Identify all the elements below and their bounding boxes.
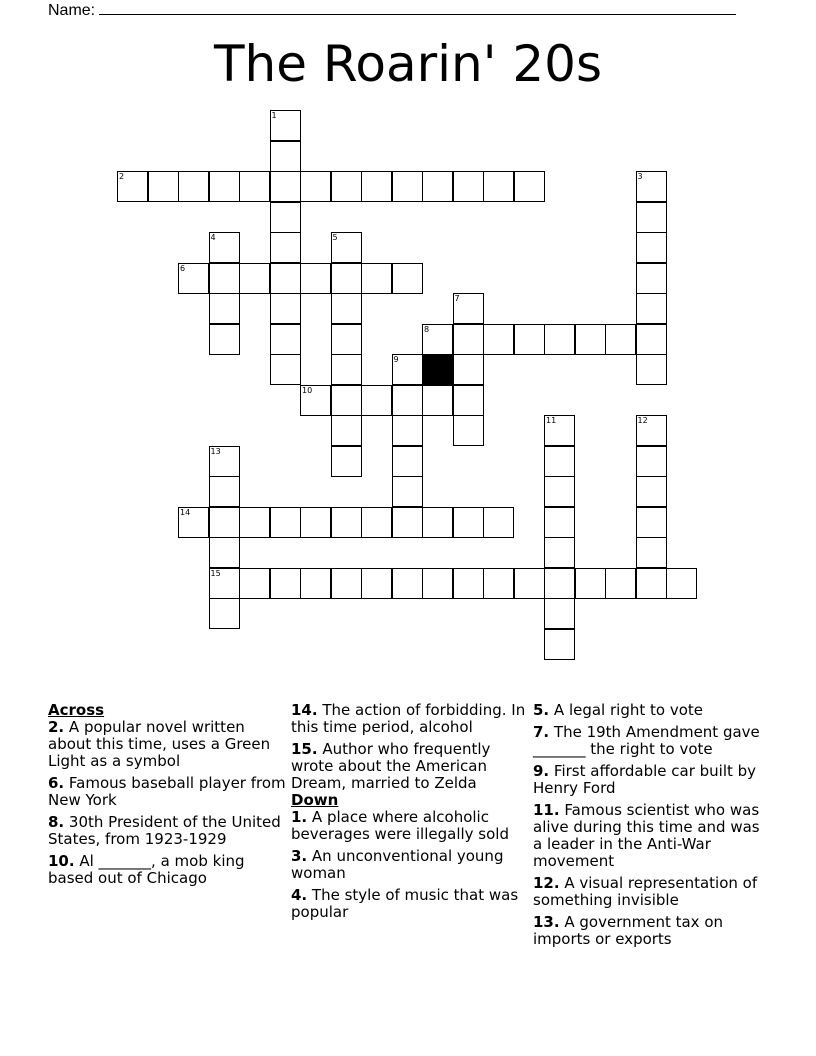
grid-cell[interactable] — [209, 324, 240, 355]
grid-cell[interactable] — [270, 324, 301, 355]
grid-cell[interactable] — [361, 507, 392, 538]
grid-cell[interactable] — [544, 629, 575, 660]
clue-number-label: 3 — [637, 172, 643, 181]
grid-cell[interactable] — [483, 507, 514, 538]
clue-across-8 — [48, 814, 286, 848]
clue-text: The 19th Amendment gave _______ the right to vote — [533, 723, 760, 758]
grid-cell[interactable] — [209, 568, 240, 599]
clue-text: Al _______, a mob king based out of Chicago — [48, 852, 245, 887]
clue-number: 15. — [291, 740, 318, 758]
grid-cell[interactable] — [209, 598, 240, 629]
clue-number: 8. — [48, 813, 65, 831]
grid-cell[interactable] — [605, 324, 636, 355]
grid-cell[interactable] — [392, 354, 423, 385]
grid-cell[interactable] — [270, 171, 301, 202]
clue-text: 30th President of the United States, from 1923-1929 — [48, 813, 281, 848]
grid-cell[interactable] — [636, 476, 667, 507]
grid-cell[interactable] — [575, 324, 606, 355]
grid-cell[interactable] — [209, 171, 240, 202]
grid-cell[interactable] — [422, 568, 453, 599]
grid-cell[interactable] — [514, 324, 545, 355]
grid-cell[interactable] — [636, 415, 667, 446]
clue-number-label: 14 — [180, 507, 191, 517]
grid-cell[interactable] — [636, 354, 667, 385]
grid-cell[interactable] — [422, 507, 453, 538]
grid-cell[interactable] — [209, 537, 240, 568]
black-cell — [422, 354, 453, 385]
clue-text: Author who frequently wrote about the American Dream, married to Zelda — [291, 740, 491, 792]
grid-cell[interactable] — [422, 171, 453, 202]
clue-number-label: 1 — [271, 111, 277, 120]
clue-text: An unconventional young woman — [291, 847, 504, 882]
clue-down-5 — [533, 702, 773, 719]
page-title: The Roarin' 20s — [213, 35, 603, 93]
grid-cell[interactable] — [544, 476, 575, 507]
grid-cell[interactable] — [636, 293, 667, 324]
grid-cell[interactable] — [209, 446, 240, 477]
grid-cell[interactable] — [483, 171, 514, 202]
grid-cell[interactable] — [392, 568, 423, 599]
clue-column-2 — [291, 702, 526, 926]
grid-cell[interactable] — [453, 324, 484, 355]
grid-cell[interactable] — [361, 263, 392, 294]
grid-cell[interactable] — [239, 568, 270, 599]
grid-cell[interactable] — [392, 415, 423, 446]
clue-number-label: 13 — [210, 446, 221, 456]
grid-cell[interactable] — [270, 110, 301, 141]
clue-number-label: 4 — [210, 233, 216, 242]
clue-text: The action of forbidding. In this time period, alcohol — [291, 701, 526, 736]
grid-cell[interactable] — [392, 385, 423, 416]
grid-cell[interactable] — [331, 415, 362, 446]
clue-number-label: 6 — [180, 263, 186, 273]
grid-cell[interactable] — [331, 263, 362, 294]
grid-cell[interactable] — [666, 568, 697, 599]
grid-cell[interactable] — [331, 354, 362, 385]
clue-number-label: 7 — [454, 294, 460, 303]
grid-cell[interactable] — [300, 507, 331, 538]
clue-down-11 — [533, 802, 773, 870]
grid-cell[interactable] — [117, 171, 148, 202]
grid-cell[interactable] — [239, 171, 270, 202]
clue-number: 14. — [291, 701, 318, 719]
clue-text: A government tax on imports or exports — [533, 913, 724, 948]
grid-cell[interactable] — [636, 507, 667, 538]
grid-cell[interactable] — [209, 476, 240, 507]
grid-cell[interactable] — [392, 507, 423, 538]
clue-number: 4. — [291, 886, 308, 904]
grid-cell[interactable] — [331, 568, 362, 599]
grid-cell[interactable] — [636, 324, 667, 355]
grid-cell[interactable] — [636, 263, 667, 294]
grid-cell[interactable] — [636, 232, 667, 263]
grid-cell[interactable] — [544, 324, 575, 355]
grid-cell[interactable] — [453, 507, 484, 538]
grid-cell[interactable] — [331, 446, 362, 477]
clue-number-label: 15 — [210, 568, 221, 578]
clue-down-3 — [291, 848, 526, 882]
clue-text: A visual representation of something invisible — [533, 874, 758, 909]
grid-cell[interactable] — [575, 568, 606, 599]
clue-number: 12. — [533, 874, 560, 892]
clue-text: A legal right to vote — [553, 701, 703, 719]
clue-number: 10. — [48, 852, 75, 870]
grid-cell[interactable] — [178, 171, 209, 202]
grid-cell[interactable] — [270, 202, 301, 233]
grid-cell[interactable] — [148, 171, 179, 202]
clue-number: 13. — [533, 913, 560, 931]
clue-number: 6. — [48, 774, 65, 792]
grid-cell[interactable] — [270, 141, 301, 172]
clue-down-4 — [291, 887, 526, 921]
grid-cell[interactable] — [392, 446, 423, 477]
grid-cell[interactable] — [544, 568, 575, 599]
clue-number: 5. — [533, 701, 550, 719]
grid-cell[interactable] — [270, 354, 301, 385]
clue-number: 3. — [291, 847, 308, 865]
grid-cell[interactable] — [331, 171, 362, 202]
grid-cell[interactable] — [270, 232, 301, 263]
clue-across-6 — [48, 775, 286, 809]
clue-text: First affordable car built by Henry Ford — [533, 762, 757, 797]
grid-cell[interactable] — [483, 324, 514, 355]
grid-cell[interactable] — [331, 324, 362, 355]
grid-cell[interactable] — [636, 202, 667, 233]
grid-cell[interactable] — [453, 385, 484, 416]
clue-number: 11. — [533, 801, 560, 819]
grid-cell[interactable] — [331, 293, 362, 324]
clue-number: 9. — [533, 762, 550, 780]
grid-cell[interactable] — [636, 446, 667, 477]
clue-across-15 — [291, 741, 526, 792]
clue-column-3 — [533, 702, 773, 953]
clue-across-14 — [291, 702, 526, 736]
grid-cell[interactable] — [270, 293, 301, 324]
grid-cell[interactable] — [209, 263, 240, 294]
grid-cell[interactable] — [239, 263, 270, 294]
clue-down-1 — [291, 809, 526, 843]
clue-text: A place where alcoholic beverages were illegally sold — [291, 808, 509, 843]
down-heading: Down — [291, 791, 339, 809]
grid-cell[interactable] — [239, 507, 270, 538]
clue-text: Famous scientist who was alive during this time and was a leader in the Anti-War movement — [533, 801, 760, 870]
clue-number-label: 2 — [119, 172, 125, 181]
grid-cell[interactable] — [544, 446, 575, 477]
clue-down-7 — [533, 724, 773, 758]
clue-number-label: 11 — [546, 416, 557, 425]
clue-number-label: 10 — [302, 385, 313, 395]
grid-cell[interactable] — [636, 568, 667, 599]
across-heading: Across — [48, 701, 105, 719]
clue-number-label: 5 — [332, 233, 338, 242]
grid-cell[interactable] — [453, 568, 484, 599]
clue-down-9 — [533, 763, 773, 797]
clue-column-1 — [48, 702, 286, 892]
grid-cell[interactable] — [178, 263, 209, 294]
name-label: Name: — [48, 2, 96, 19]
grid-cell[interactable] — [300, 385, 331, 416]
clue-number-label: 9 — [393, 355, 399, 364]
grid-cell[interactable] — [544, 598, 575, 629]
grid-cell[interactable] — [453, 354, 484, 385]
grid-cell[interactable] — [544, 537, 575, 568]
grid-cell[interactable] — [422, 324, 453, 355]
grid-cell[interactable] — [361, 171, 392, 202]
grid-cell[interactable] — [483, 568, 514, 599]
grid-cell[interactable] — [453, 415, 484, 446]
clue-across-10 — [48, 853, 286, 887]
grid-cell[interactable] — [392, 171, 423, 202]
grid-cell[interactable] — [209, 507, 240, 538]
grid-cell[interactable] — [636, 171, 667, 202]
grid-cell[interactable] — [300, 263, 331, 294]
grid-cell[interactable] — [514, 171, 545, 202]
grid-cell[interactable] — [331, 232, 362, 263]
grid-cell[interactable] — [422, 385, 453, 416]
clue-number: 2. — [48, 718, 65, 736]
grid-cell[interactable] — [209, 293, 240, 324]
grid-cell[interactable] — [544, 415, 575, 446]
clue-across-2 — [48, 719, 286, 770]
clue-text: A popular novel written about this time, uses a Green Light as a symbol — [48, 718, 271, 770]
grid-cell[interactable] — [361, 568, 392, 599]
clue-down-12 — [533, 875, 773, 909]
grid-cell[interactable] — [453, 171, 484, 202]
grid-cell[interactable] — [392, 263, 423, 294]
clue-number-label: 8 — [424, 324, 430, 334]
grid-cell[interactable] — [331, 385, 362, 416]
clue-number: 1. — [291, 808, 308, 826]
clue-text: The style of music that was popular — [291, 886, 519, 921]
grid-cell[interactable] — [300, 171, 331, 202]
grid-cell[interactable] — [300, 568, 331, 599]
grid-cell[interactable] — [392, 476, 423, 507]
clue-down-13 — [533, 914, 773, 948]
grid-cell[interactable] — [209, 232, 240, 263]
grid-cell[interactable] — [178, 507, 209, 538]
grid-cell[interactable] — [605, 568, 636, 599]
grid-cell[interactable] — [636, 537, 667, 568]
clue-number: 7. — [533, 723, 550, 741]
grid-cell[interactable] — [331, 507, 362, 538]
grid-cell[interactable] — [453, 293, 484, 324]
grid-cell[interactable] — [270, 507, 301, 538]
grid-cell[interactable] — [544, 507, 575, 538]
grid-cell[interactable] — [270, 263, 301, 294]
grid-cell[interactable] — [514, 568, 545, 599]
clue-number-label: 12 — [637, 416, 648, 425]
grid-cell[interactable] — [270, 568, 301, 599]
grid-cell[interactable] — [361, 385, 392, 416]
clue-text: Famous baseball player from New York — [48, 774, 286, 809]
